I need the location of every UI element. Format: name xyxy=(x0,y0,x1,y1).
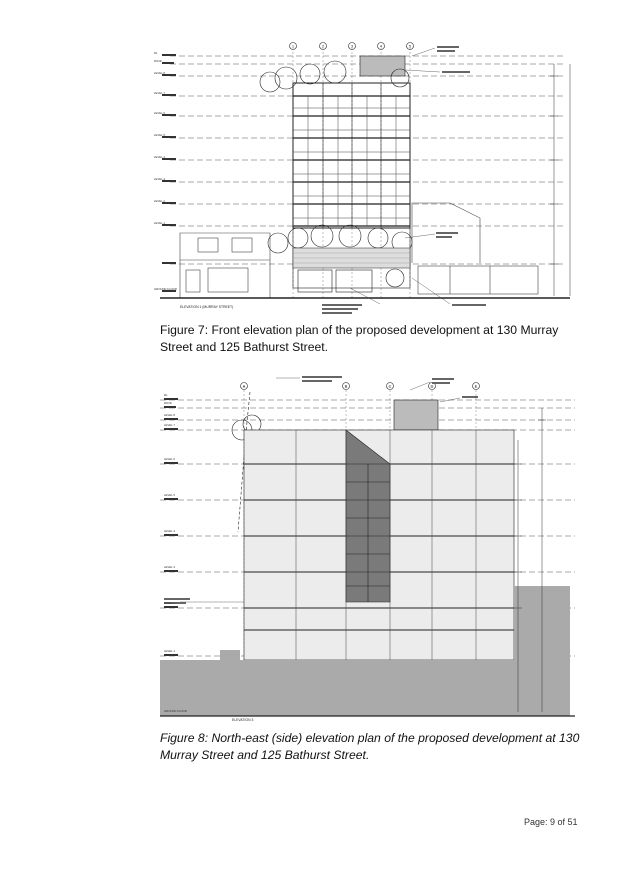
grid-ref-5: 5 xyxy=(408,43,412,49)
grid-ref-1: 1 xyxy=(291,43,295,49)
level-label: LEVEL 3 xyxy=(154,177,165,181)
level-label: RL xyxy=(154,51,158,55)
level-label: LEVEL 3 xyxy=(164,565,175,569)
level-label: LEVEL 5 xyxy=(154,133,165,137)
grid-ref-c: C xyxy=(388,383,392,389)
roof-plant xyxy=(360,56,405,76)
figure-7-view-label: ELEVATION 1 (MURRAY STREET) xyxy=(180,305,234,309)
level-label: LEVEL 8 xyxy=(154,71,165,75)
figure-8-drawing xyxy=(160,372,580,724)
grid-ref-a: A xyxy=(242,383,246,389)
front-elevation-svg xyxy=(150,38,575,318)
level-label: GROUND FLOOR xyxy=(154,287,177,291)
level-label: LEVEL 2 xyxy=(154,199,165,203)
left-neighbour xyxy=(180,233,270,298)
level-label: ROOF xyxy=(154,59,163,63)
figure-8-view-label: ELEVATION 3 xyxy=(232,718,254,722)
level-labels-left xyxy=(164,398,178,656)
grid-ref-4: 4 xyxy=(379,43,383,49)
figure-7-drawing xyxy=(150,38,575,318)
grid-ref-3: 3 xyxy=(350,43,354,49)
level-label: LEVEL 1 xyxy=(164,649,175,653)
level-label: LEVEL 1 xyxy=(154,221,165,225)
grid-ref-d: D xyxy=(430,383,434,389)
side-elevation-svg xyxy=(160,372,580,724)
grid-ref-2: 2 xyxy=(321,43,325,49)
level-label: RL xyxy=(164,393,168,397)
figure-7-caption: Figure 7: Front elevation plan of the proposed development at 130 Murray Street and 125 Bathurst Street. xyxy=(160,323,559,354)
level-labels-left xyxy=(162,54,176,292)
level-label: LEVEL 4 xyxy=(164,529,175,533)
page-number: Page: 9 of 51 xyxy=(524,817,578,827)
level-label: LEVEL 6 xyxy=(154,111,165,115)
tower-outline xyxy=(293,83,410,228)
figure-8-caption: Figure 8: North-east (side) elevation plan of the proposed development at 130 Murray Street and 125 Bathurst Street. xyxy=(160,731,580,762)
level-label: LEVEL 4 xyxy=(154,155,165,159)
level-label: GROUND FLOOR xyxy=(164,709,187,713)
level-label: LEVEL 7 xyxy=(154,91,165,95)
level-label: ROOF xyxy=(164,401,173,405)
roof-plant xyxy=(394,400,438,430)
level-label: LEVEL 8 xyxy=(164,413,175,417)
level-label: LEVEL 7 xyxy=(164,423,175,427)
right-neighbour xyxy=(412,203,538,294)
dimension-string xyxy=(550,64,570,296)
grid-ref-b: B xyxy=(344,383,348,389)
ground-podium xyxy=(160,660,570,716)
level-label: LEVEL 5 xyxy=(164,493,175,497)
grid-ref-e: E xyxy=(474,383,478,389)
level-label: LEVEL 6 xyxy=(164,457,175,461)
level-label: LEVEL 2 xyxy=(164,601,175,605)
